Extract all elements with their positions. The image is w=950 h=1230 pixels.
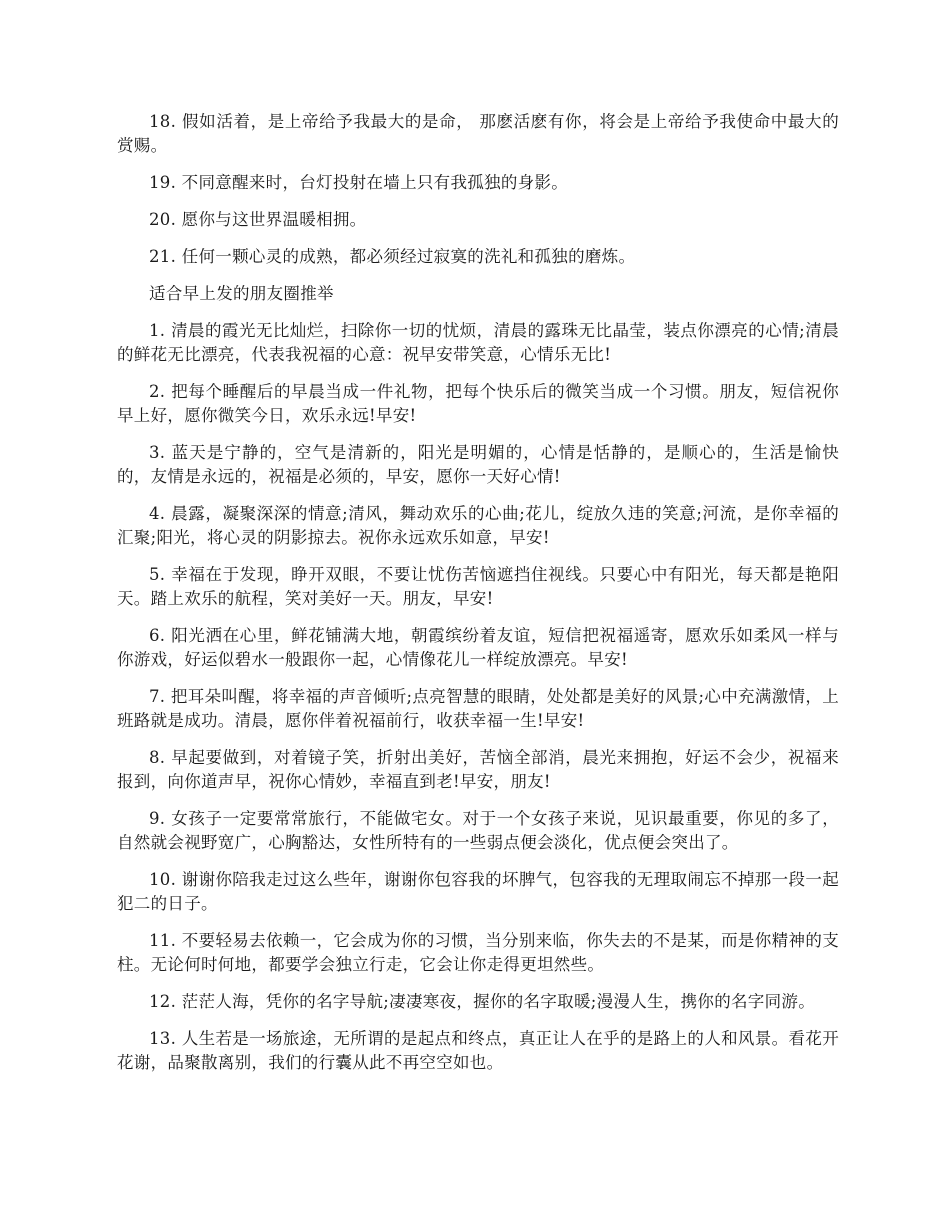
list-item: 7. 把耳朵叫醒，将幸福的声音倾听;点亮智慧的眼睛，处处都是美好的风景;心中充满激情，上班路就是成功。清晨，愿你伴着祝福前行，收获幸福一生!早安! [117,687,839,730]
list-item: 10. 谢谢你陪我走过这么些年，谢谢你包容我的坏脾气，包容我的无理取闹忘不掉那一段一起犯二的日子。 [117,870,839,913]
list-item: 18. 假如活着，是上帝给予我最大的是命， 那麽活麽有你，将会是上帝给予我使命中最大的赏赐。 [117,112,839,155]
list-item: 19. 不同意醒来时，台灯投射在墙上只有我孤独的身影。 [149,173,569,192]
list-item: 6. 阳光洒在心里，鲜花铺满大地，朝霞缤纷着友谊，短信把祝福遥寄，愿欢乐如柔风一样与你游戏，好运似碧水一般跟你一起，心情像花儿一样绽放漂亮。早安! [117,626,839,669]
list-item: 2. 把每个睡醒后的早晨当成一件礼物，把每个快乐后的微笑当成一个习惯。朋友，短信祝你早上好，愿你微笑今日，欢乐永远!早安! [117,382,839,425]
list-item: 20. 愿你与这世界温暖相拥。 [149,210,367,229]
list-item: 5. 幸福在于发现，睁开双眼，不要让忧伤苦恼遮挡住视线。只要心中有阳光，每天都是艳阳天。踏上欢乐的航程，笑对美好一天。朋友，早安! [117,565,839,608]
list-item: 8. 早起要做到，对着镜子笑，折射出美好，苦恼全部消，晨光来拥抱，好运不会少，祝福来报到，向你道声早，祝你心情妙，幸福直到老!早安，朋友! [117,748,839,791]
list-item: 3. 蓝天是宁静的，空气是清新的，阳光是明媚的，心情是恬静的，是顺心的，生活是愉快的，友情是永远的，祝福是必须的，早安，愿你一天好心情! [117,443,839,486]
list-item: 11. 不要轻易去依赖一，它会成为你的习惯，当分别来临，你失去的不是某，而是你精神的支柱。无论何时何地，都要学会独立行走，它会让你走得更坦然些。 [117,931,839,974]
section-heading: 适合早上发的朋友圈推举 [149,284,334,303]
list-item: 12. 茫茫人海，凭你的名字导航;凄凄寒夜，握你的名字取暖;漫漫人生，携你的名字同游。 [149,992,816,1011]
list-item: 9. 女孩子一定要常常旅行，不能做宅女。对于一个女孩子来说，见识最重要，你见的多了，自然就会视野宽广，心胸豁达，女性所特有的一些弱点便会淡化，优点便会突出了。 [117,809,839,852]
list-item: 1. 清晨的霞光无比灿烂，扫除你一切的忧烦，清晨的露珠无比晶莹，装点你漂亮的心情;清晨的鲜花无比漂亮，代表我祝福的心意：祝早安带笑意，心情乐无比! [117,321,839,364]
list-item: 4. 晨露，凝聚深深的情意;清风，舞动欢乐的心曲;花儿，绽放久违的笑意;河流，是你幸福的汇聚;阳光，将心灵的阴影掠去。祝你永远欢乐如意，早安! [117,504,839,547]
document-page [117,110,839,1088]
list-item: 21. 任何一颗心灵的成熟，都必须经过寂寞的洗礼和孤独的磨炼。 [149,247,636,266]
list-item: 13. 人生若是一场旅途，无所谓的是起点和终点，真正让人在乎的是路上的人和风景。看花开花谢，品聚散离别，我们的行囊从此不再空空如也。 [117,1029,839,1072]
